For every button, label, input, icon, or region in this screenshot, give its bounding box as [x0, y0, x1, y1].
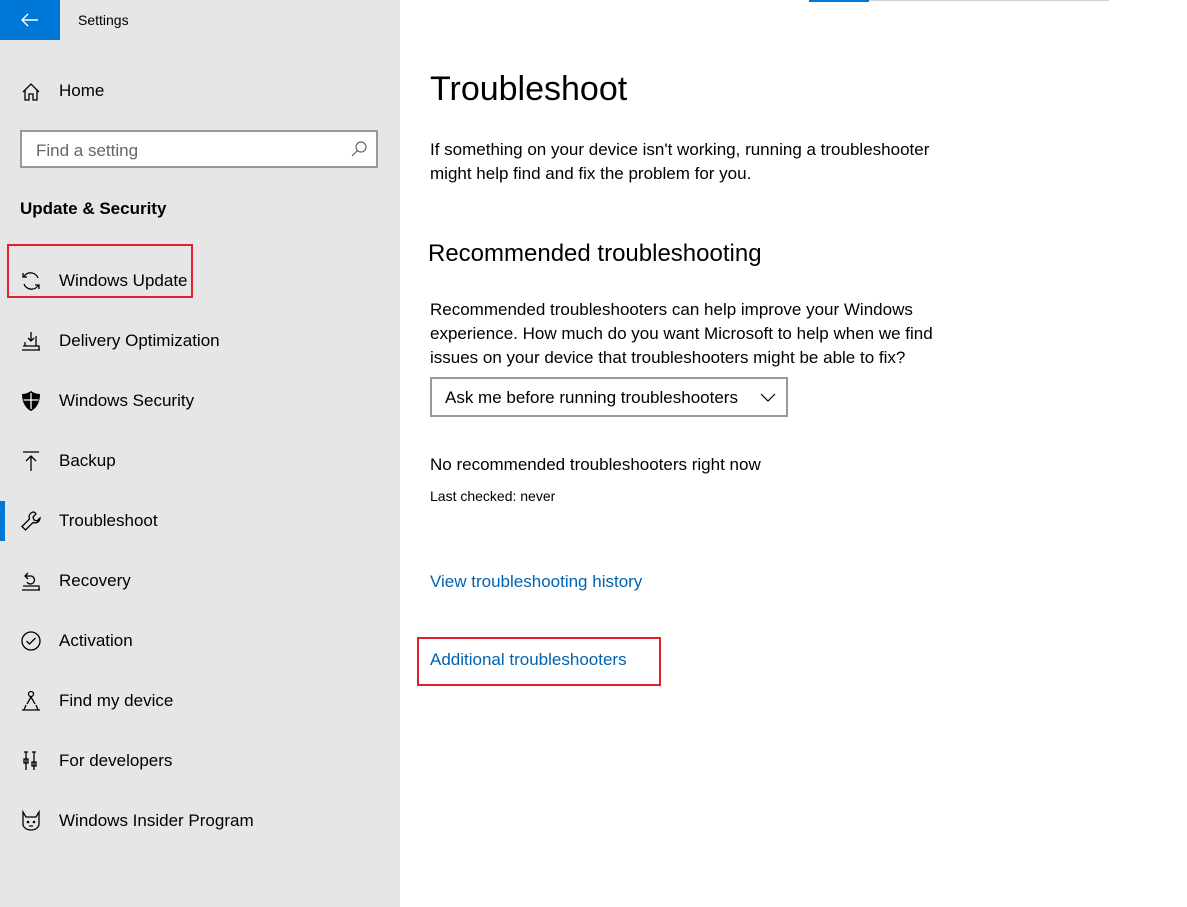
sidebar-item-activation[interactable]	[0, 611, 400, 671]
intro-text: If something on your device isn't working, running a troubleshooter might help find and fix the problem for you.	[430, 140, 930, 183]
main-content	[400, 0, 1187, 907]
person-location-icon	[20, 690, 42, 712]
delivery-optimization-icon	[20, 330, 42, 352]
chevron-down-icon	[760, 391, 776, 403]
sidebar-item-label: Delivery Optimization	[59, 331, 220, 350]
sidebar-item-label: Windows Security	[59, 391, 195, 410]
sidebar-item-label: Home	[59, 81, 105, 100]
sidebar-item-windows-insider-program[interactable]	[0, 791, 400, 851]
sidebar-item-find-my-device[interactable]	[0, 671, 400, 731]
sidebar-item-label: Windows Insider Program	[59, 811, 254, 830]
title-bar	[0, 0, 400, 40]
wrench-icon	[20, 510, 42, 532]
sidebar-item-recovery[interactable]	[0, 551, 400, 611]
check-circle-icon	[20, 630, 42, 652]
back-arrow-icon	[21, 13, 39, 27]
sidebar-item-label: Activation	[59, 631, 133, 650]
search-placeholder: Find a setting	[36, 141, 139, 160]
recommended-status: No recommended troubleshooters right now	[430, 455, 761, 474]
sidebar-item-for-developers[interactable]	[0, 731, 400, 791]
sidebar-item-label: For developers	[59, 751, 173, 770]
sidebar	[0, 0, 400, 907]
section-title: Update & Security	[20, 199, 167, 218]
sidebar-item-backup[interactable]	[0, 431, 400, 491]
sidebar-item-windows-security[interactable]	[0, 371, 400, 431]
sidebar-item-label: Windows Update	[59, 271, 188, 290]
home-icon	[20, 81, 42, 103]
app-title: Settings	[78, 12, 129, 28]
back-button[interactable]	[0, 0, 60, 40]
shield-icon	[20, 390, 42, 412]
highlight-box	[417, 637, 661, 686]
sidebar-item-label: Backup	[59, 451, 116, 470]
developer-tools-icon	[20, 750, 42, 772]
page-title: Troubleshoot	[430, 70, 628, 108]
sidebar-item-delivery-optimization[interactable]	[0, 311, 400, 371]
backup-upload-icon	[20, 450, 42, 472]
last-checked: Last checked: never	[430, 488, 556, 504]
selected-indicator	[0, 501, 5, 541]
view-history-link[interactable]: View troubleshooting history	[430, 572, 643, 591]
troubleshooter-preference-dropdown[interactable]	[430, 377, 788, 417]
dropdown-value: Ask me before running troubleshooters	[445, 388, 738, 407]
recovery-icon	[20, 570, 42, 592]
recommended-description: Recommended troubleshooters can help improve your Windows experience. How much do you want Microsoft to help when we find issues on your device that troubleshooters might be able to fix?	[430, 300, 933, 367]
highlight-box	[7, 244, 193, 298]
search-icon[interactable]	[350, 140, 368, 158]
search-input[interactable]	[20, 130, 378, 168]
insider-cat-icon	[20, 810, 42, 832]
sidebar-item-label: Troubleshoot	[59, 511, 158, 530]
sidebar-item-label: Recovery	[59, 571, 131, 590]
sidebar-item-home[interactable]	[0, 70, 400, 114]
sidebar-item-label: Find my device	[59, 691, 174, 710]
recommended-heading: Recommended troubleshooting	[428, 240, 762, 267]
top-accent-bar	[809, 0, 869, 2]
additional-troubleshooters-link[interactable]: Additional troubleshooters	[430, 650, 627, 669]
sidebar-nav	[0, 251, 400, 851]
sidebar-item-troubleshoot[interactable]	[0, 491, 400, 551]
